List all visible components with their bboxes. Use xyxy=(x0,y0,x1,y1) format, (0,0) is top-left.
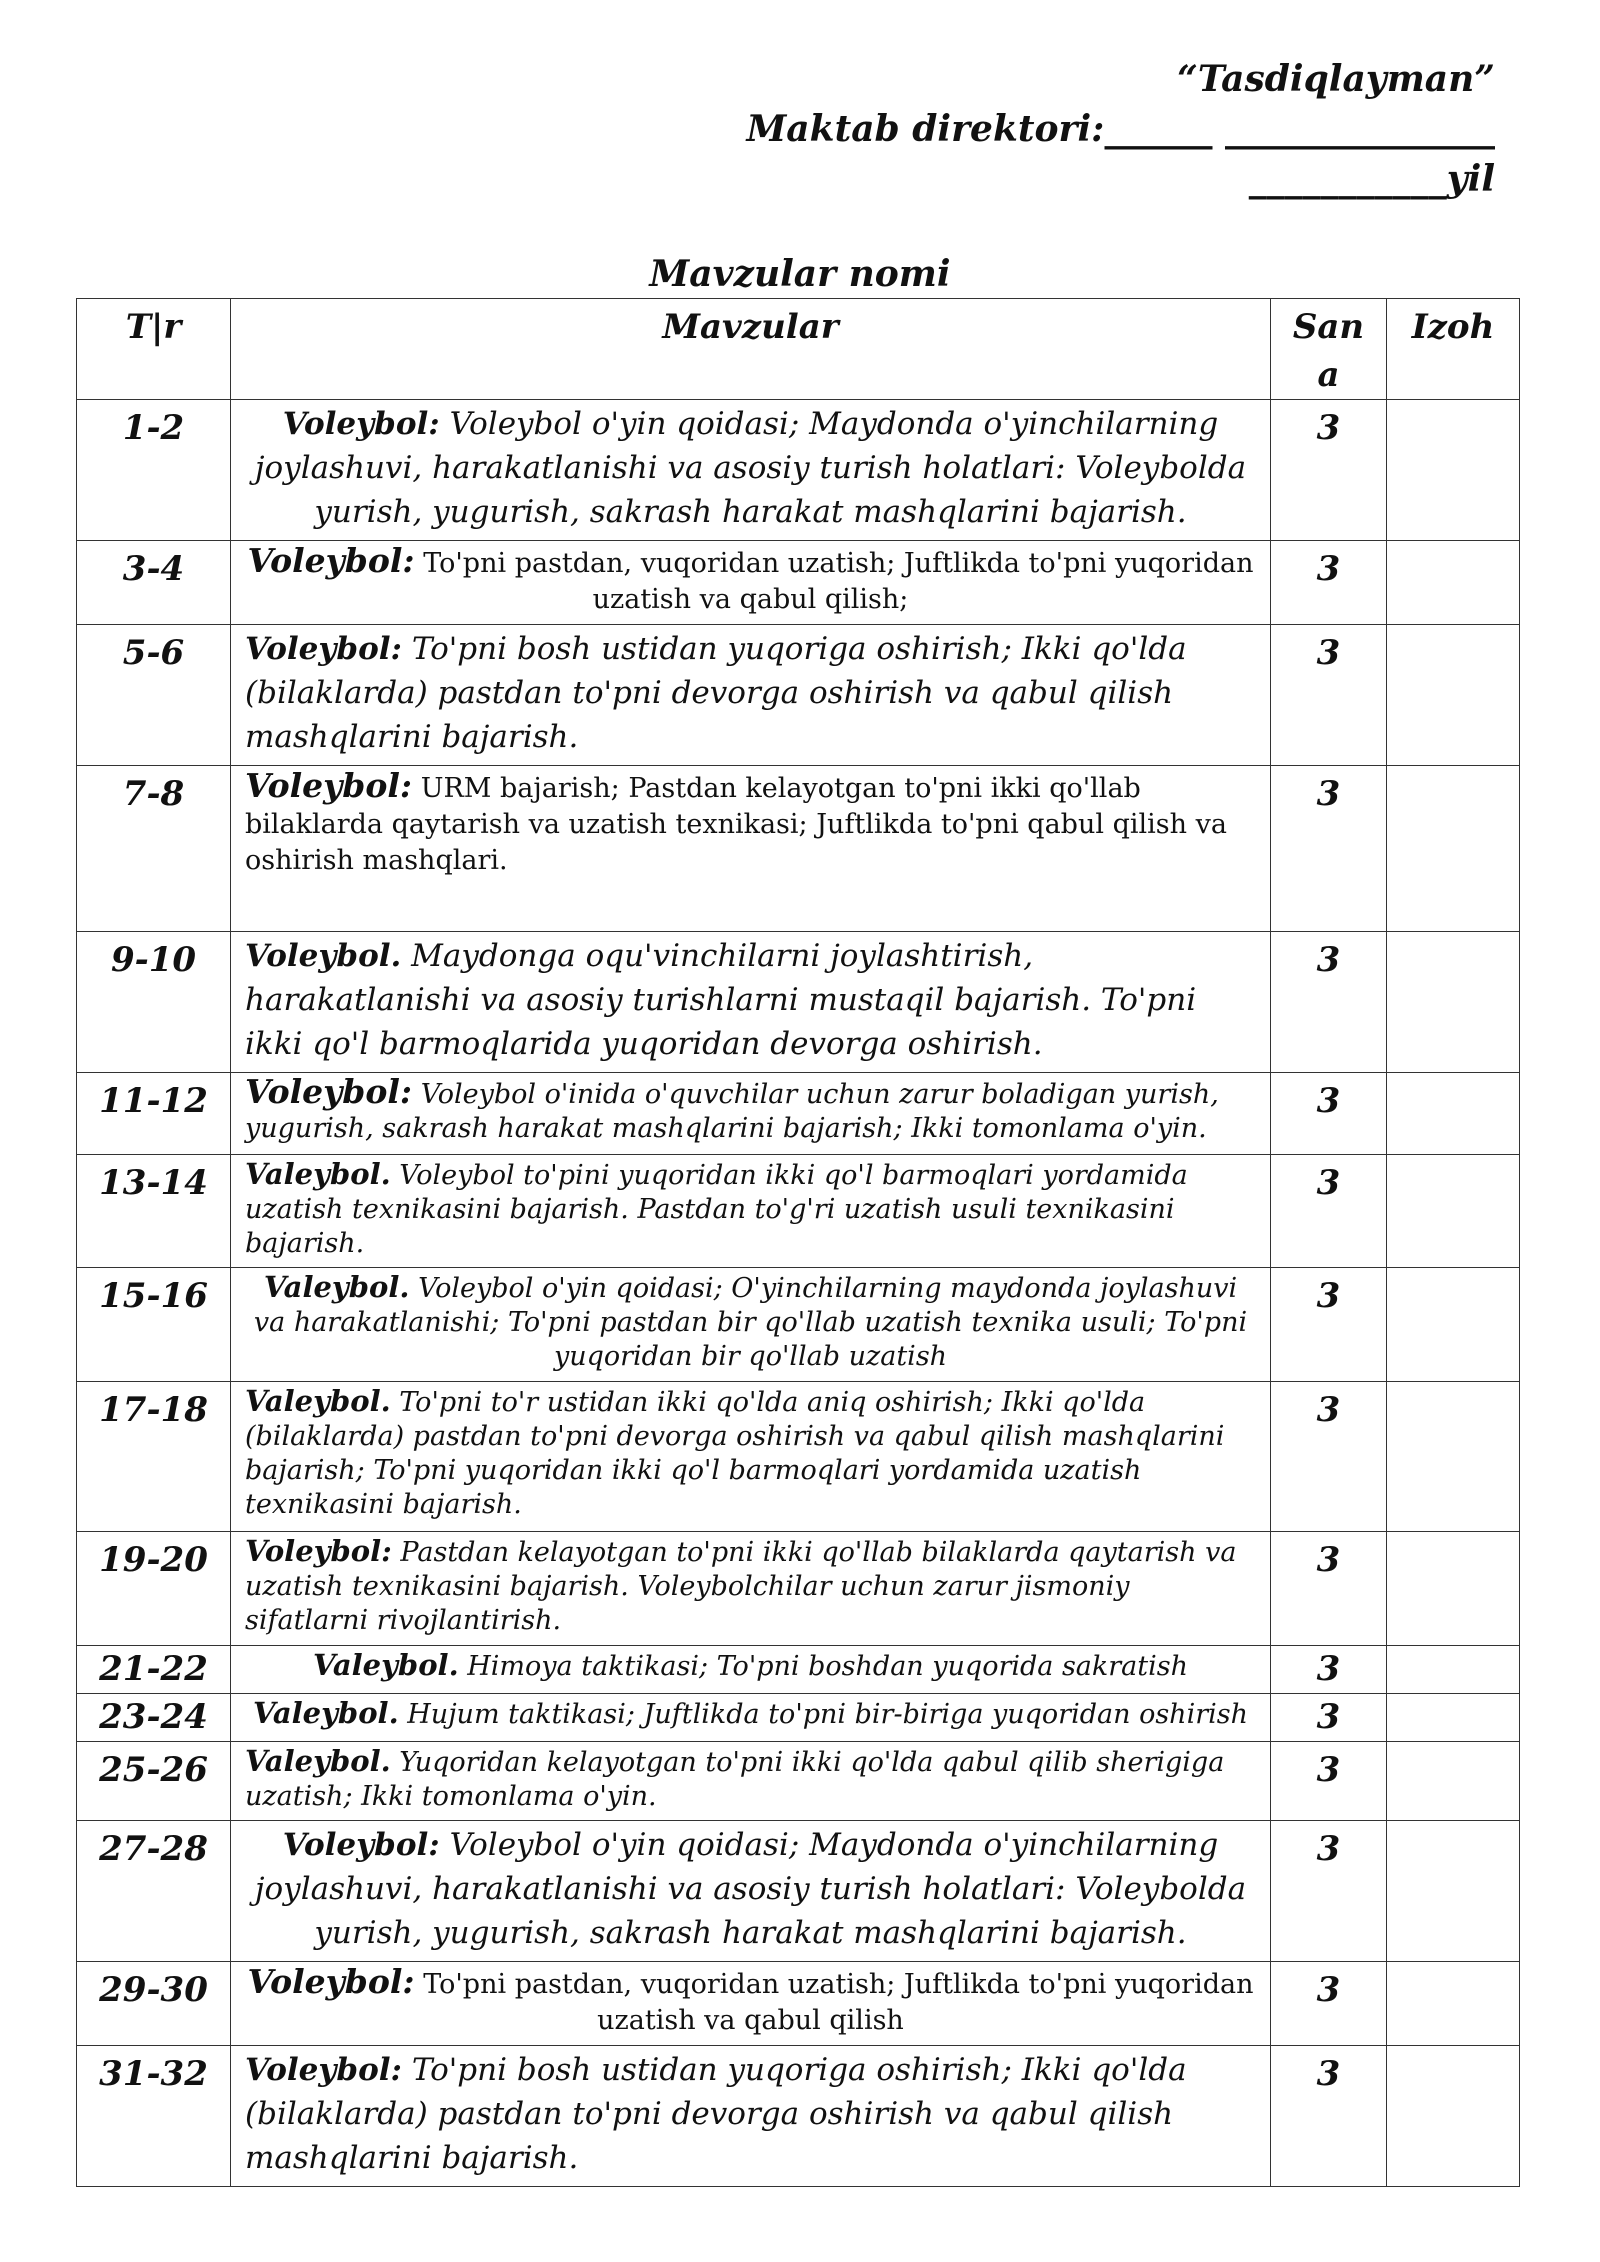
topic-cell xyxy=(231,1268,1271,1382)
topic-lead: Voleybol: xyxy=(245,631,402,667)
row-number: 7-8 xyxy=(77,766,231,932)
row-number: 19-20 xyxy=(77,1532,231,1646)
notes-cell xyxy=(1387,2046,1520,2187)
topic-text: Voleybol o'yin qoidasi; Maydonda o'yinchilarning joylashuvi, harakatlanishi va asosiy turish holatlari: Voleybolda yurish, yugurish, sakrash harakat mashqlarini bajarish. xyxy=(254,406,1247,530)
hours-cell: 3 xyxy=(1271,541,1387,625)
row-number: 15-16 xyxy=(77,1268,231,1382)
topic-lead: Voleybol: xyxy=(247,1962,415,2001)
notes-cell xyxy=(1387,1155,1520,1268)
topic-text: To'pni pastdan, vuqoridan uzatish; Juftlikda to'pni yuqoridan uzatish va qabul qilish xyxy=(414,1969,1254,2036)
approval-heading: “Tasdiqlayman” xyxy=(1177,58,1495,100)
topic-cell xyxy=(231,1073,1271,1155)
table-row xyxy=(77,932,1520,1073)
row-number: 1-2 xyxy=(77,400,231,541)
topic-text: Pastdan kelayotgan to'pni ikki qo'llab bilaklarda qaytarish va uzatish texnikasini bajarish. Voleybolchilar uchun zarur jismoniy sifatlarni rivojlantirish. xyxy=(245,1537,1237,1636)
topic-lead: Voleybol: xyxy=(245,1534,392,1568)
table-row xyxy=(77,1962,1520,2046)
topic-lead: Voleybol: xyxy=(245,2052,402,2088)
topic-text: To'pni bosh ustidan yuqoriga oshirish; Ikki qo'lda (bilaklarda) pastdan to'pni devorga oshirish va qabul qilish mashqlarini bajarish. xyxy=(245,631,1187,755)
topic-lead: Valeybol. xyxy=(252,1696,399,1730)
topic-lead: Valeybol. xyxy=(245,1744,391,1778)
column-header-topics: Mavzular xyxy=(231,299,1271,400)
hours-cell: 3 xyxy=(1271,1694,1387,1742)
topic-cell xyxy=(231,625,1271,766)
topic-text: Voleybol to'pini yuqoridan ikki qo'l barmoqlari yordamida uzatish texnikasini bajarish. Pastdan to'g'ri uzatish usuli texnikasini bajarish. xyxy=(245,1160,1188,1259)
row-number: 25-26 xyxy=(77,1742,231,1821)
topic-text: To'pni to'r ustidan ikki qo'lda aniq oshirish; Ikki qo'lda (bilaklarda) pastdan to'pni devorga oshirish va qabul qilish mashqlarini bajarish; To'pni yuqoridan ikki qo'l barmoqlari yordamida uzatish texnikasini bajarish. xyxy=(245,1387,1225,1520)
row-number: 21-22 xyxy=(77,1646,231,1694)
topic-cell xyxy=(231,1532,1271,1646)
hours-cell: 3 xyxy=(1271,1821,1387,1962)
year-line: ___________yil xyxy=(1248,158,1495,200)
notes-cell xyxy=(1387,625,1520,766)
column-header-date xyxy=(1271,299,1387,400)
topic-lead: Voleybol: xyxy=(245,1072,413,1111)
topic-cell xyxy=(231,400,1271,541)
topic-text: Voleybol o'yin qoidasi; Maydonda o'yinchilarning joylashuvi, harakatlanishi va asosiy turish holatlari: Voleybolda yurish, yugurish, sakrash harakat mashqlarini bajarish. xyxy=(254,1827,1247,1951)
table-header-row xyxy=(77,299,1520,400)
table-row xyxy=(77,1155,1520,1268)
topic-text: To'pni bosh ustidan yuqoriga oshirish; Ikki qo'lda (bilaklarda) pastdan to'pni devorga oshirish va qabul qilish mashqlarini bajarish. xyxy=(245,2052,1187,2176)
table-row xyxy=(77,541,1520,625)
row-number: 29-30 xyxy=(77,1962,231,2046)
topic-cell xyxy=(231,1646,1271,1694)
topic-cell xyxy=(231,2046,1271,2187)
notes-cell xyxy=(1387,1382,1520,1532)
table-row xyxy=(77,1268,1520,1382)
topic-cell xyxy=(231,1962,1271,2046)
topics-table xyxy=(76,298,1520,2187)
topic-lead: Valeybol. xyxy=(312,1648,459,1682)
topic-lead: Voleybol: xyxy=(245,766,413,805)
hours-cell: 3 xyxy=(1271,1742,1387,1821)
row-number: 17-18 xyxy=(77,1382,231,1532)
notes-cell xyxy=(1387,766,1520,932)
column-header-number: T|r xyxy=(77,299,231,400)
hours-cell: 3 xyxy=(1271,1532,1387,1646)
row-number: 5-6 xyxy=(77,625,231,766)
hours-cell: 3 xyxy=(1271,1155,1387,1268)
row-number: 27-28 xyxy=(77,1821,231,1962)
topic-text: To'pni pastdan, vuqoridan uzatish; Juftlikda to'pni yuqoridan uzatish va qabul qilish; xyxy=(414,548,1254,615)
table-row xyxy=(77,766,1520,932)
topic-lead: Voleybol: xyxy=(282,1827,440,1863)
table-row xyxy=(77,1532,1520,1646)
hours-cell: 3 xyxy=(1271,932,1387,1073)
topic-cell xyxy=(231,1821,1271,1962)
notes-cell xyxy=(1387,1742,1520,1821)
topic-cell xyxy=(231,1155,1271,1268)
hours-cell: 3 xyxy=(1271,2046,1387,2187)
hours-cell: 3 xyxy=(1271,1268,1387,1382)
topic-text: Yuqoridan kelayotgan to'pni ikki qo'lda qabul qilib sherigiga uzatish; Ikki tomonlama o'yin. xyxy=(245,1747,1225,1812)
hours-cell: 3 xyxy=(1271,1646,1387,1694)
notes-cell xyxy=(1387,932,1520,1073)
notes-cell xyxy=(1387,1694,1520,1742)
table-row xyxy=(77,1694,1520,1742)
notes-cell xyxy=(1387,400,1520,541)
table-row xyxy=(77,2046,1520,2187)
notes-cell xyxy=(1387,1821,1520,1962)
notes-cell xyxy=(1387,1268,1520,1382)
table-row xyxy=(77,1073,1520,1155)
table-row xyxy=(77,1821,1520,1962)
notes-cell xyxy=(1387,1646,1520,1694)
hours-cell: 3 xyxy=(1271,1962,1387,2046)
topic-lead: Valeybol. xyxy=(245,1157,391,1191)
column-header-notes: Izoh xyxy=(1387,299,1520,400)
table-row xyxy=(77,1646,1520,1694)
topic-cell xyxy=(231,932,1271,1073)
notes-cell xyxy=(1387,541,1520,625)
hours-cell: 3 xyxy=(1271,1073,1387,1155)
hours-cell: 3 xyxy=(1271,625,1387,766)
topic-lead: Valeybol. xyxy=(263,1270,410,1304)
topic-lead: Voleybol: xyxy=(247,541,415,580)
hours-cell: 3 xyxy=(1271,766,1387,932)
date-header-text: San a xyxy=(1292,307,1365,395)
topic-lead: Valeybol. xyxy=(245,1384,391,1418)
topic-cell xyxy=(231,1694,1271,1742)
row-number: 11-12 xyxy=(77,1073,231,1155)
topic-cell xyxy=(231,766,1271,932)
hours-cell: 3 xyxy=(1271,400,1387,541)
director-signature-line: Maktab direktori:______ _______________ xyxy=(746,108,1495,150)
topic-lead: Voleybol: xyxy=(282,406,440,442)
row-number: 9-10 xyxy=(77,932,231,1073)
notes-cell xyxy=(1387,1962,1520,2046)
topic-cell xyxy=(231,541,1271,625)
row-number: 13-14 xyxy=(77,1155,231,1268)
row-number: 31-32 xyxy=(77,2046,231,2187)
table-row xyxy=(77,1382,1520,1532)
topic-lead: Voleybol. xyxy=(245,938,402,974)
notes-cell xyxy=(1387,1532,1520,1646)
row-number: 23-24 xyxy=(77,1694,231,1742)
topic-cell xyxy=(231,1382,1271,1532)
table-row xyxy=(77,400,1520,541)
topic-text: Hujum taktikasi; Juftlikda to'pni bir-biriga yuqoridan oshirish xyxy=(398,1699,1248,1730)
table-row xyxy=(77,625,1520,766)
topic-text: Himoya taktikasi; To'pni boshdan yuqorida sakratish xyxy=(458,1651,1189,1682)
hours-cell: 3 xyxy=(1271,1382,1387,1532)
document-title: Mavzular nomi xyxy=(649,253,951,295)
topic-text: Maydonga oqu'vinchilarni joylashtirish, harakatlanishi va asosiy turishlarni mustaqil bajarish. To'pni ikki qo'l barmoqlarida yuqoridan devorga oshirish. xyxy=(245,938,1197,1062)
topic-text: Voleybol o'yin qoidasi; O'yinchilarning maydonda joylashuvi va harakatlanishi; To'pni pastdan bir qo'llab uzatish texnika usuli; To'pni yuqoridan bir qo'llab uzatish xyxy=(253,1273,1248,1372)
topic-text: URM bajarish; Pastdan kelayotgan to'pni ikki qo'llab bilaklarda qaytarish va uzatish texnikasi; Juftlikda to'pni qabul qilish va oshirish mashqlari. xyxy=(245,773,1227,876)
notes-cell xyxy=(1387,1073,1520,1155)
topic-text: Voleybol o'inida o'quvchilar uchun zarur boladigan yurish, yugurish, sakrash harakat mashqlarini bajarish; Ikki tomonlama o'yin. xyxy=(245,1079,1219,1144)
table-row xyxy=(77,1742,1520,1821)
row-number: 3-4 xyxy=(77,541,231,625)
topic-cell xyxy=(231,1742,1271,1821)
